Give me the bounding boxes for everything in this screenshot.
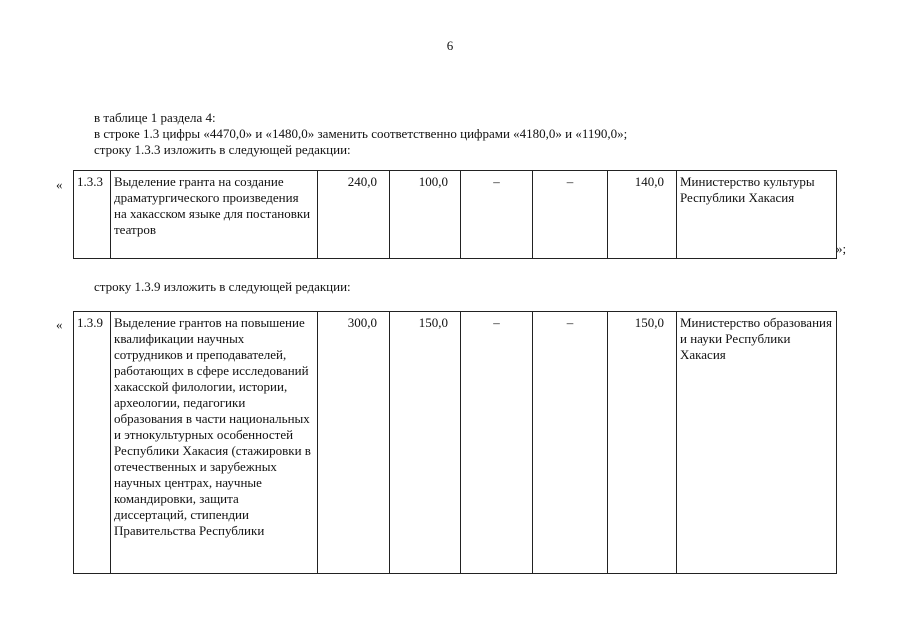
table-row <box>74 171 837 259</box>
dash-cell: – <box>461 171 533 259</box>
value-cell: 140,0 <box>608 171 677 259</box>
intro-line: в таблице 1 раздела 4: <box>94 110 216 125</box>
row-number: 1.3.9 <box>74 312 111 574</box>
dash-cell: – <box>533 312 608 574</box>
intro-text <box>94 110 794 158</box>
table-row-133 <box>73 170 837 259</box>
row-description: Выделение гранта на создание драматургического произведения на хакасском языке для постановки театров <box>111 171 318 259</box>
value-cell: 300,0 <box>318 312 390 574</box>
row-number: 1.3.3 <box>74 171 111 259</box>
row-description: Выделение грантов на повышение квалификации научных сотрудников и преподавателей, работающих в сфере исследований хакасской филологии, истории, археологии, педагогики образования в части национальных и этнокультурных особенностей Республики Хакасия (стажировки в отечественных и зарубежных научных центрах, научные командировки, защита диссертаций, стипендии Правительства Республики <box>111 312 318 574</box>
value-cell: 100,0 <box>390 171 461 259</box>
open-quote-row-139: « <box>56 317 63 332</box>
instruction-row-139: строку 1.3.9 изложить в следующей редакции: <box>94 279 351 294</box>
intro-line: в строке 1.3 цифры «4470,0» и «1480,0» заменить соответственно цифрами «4180,0» и «1190,0»; <box>94 126 628 141</box>
table-row-139 <box>73 311 837 574</box>
value-cell: 150,0 <box>390 312 461 574</box>
intro-line: строку 1.3.3 изложить в следующей редакции: <box>94 142 351 157</box>
page-number: 6 <box>446 38 454 53</box>
dash-cell: – <box>461 312 533 574</box>
close-quote-row-133: »; <box>836 241 847 256</box>
table-row <box>74 312 837 574</box>
executor-cell: Министерство культуры Республики Хакасия <box>677 171 837 259</box>
value-cell: 240,0 <box>318 171 390 259</box>
open-quote-row-133: « <box>56 177 63 192</box>
executor-cell: Министерство образования и науки Республики Хакасия <box>677 312 837 574</box>
value-cell: 150,0 <box>608 312 677 574</box>
dash-cell: – <box>533 171 608 259</box>
